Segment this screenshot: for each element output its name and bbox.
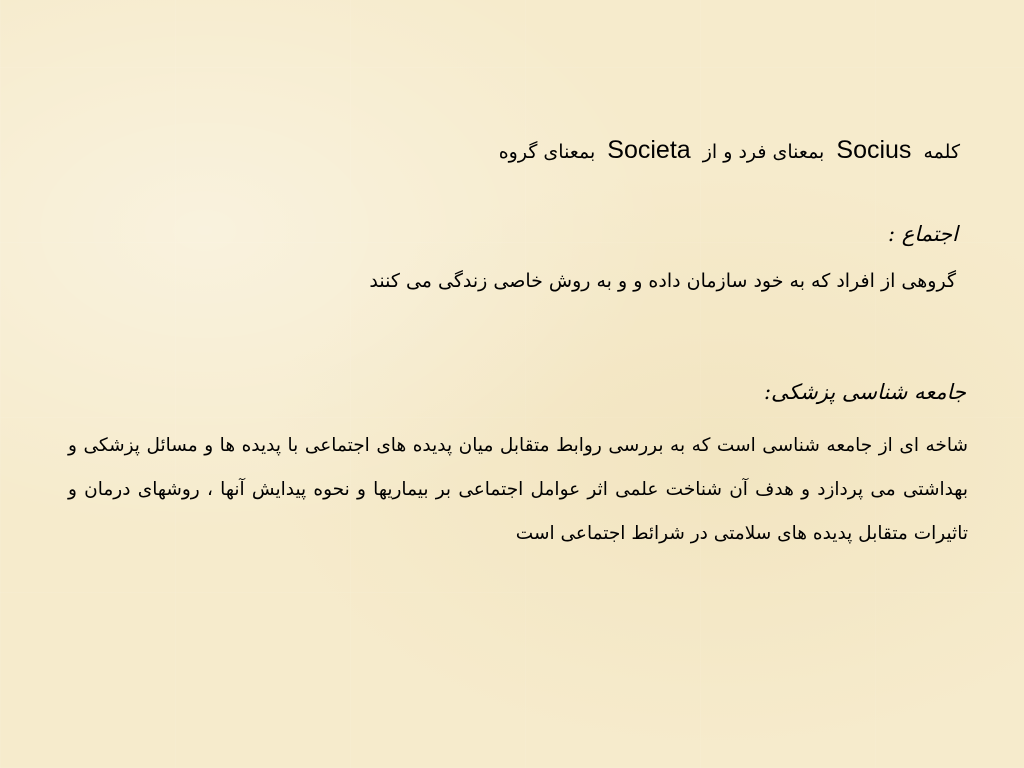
society-heading: اجتماع : <box>888 222 958 246</box>
society-definition: گروهی از افراد که به خود سازمان داده و و به روش خاصی زندگی می کنند <box>369 270 956 292</box>
medical-sociology-definition: شاخه ای از جامعه شناسی است که به بررسی روابط متقابل میان پدیده های اجتماعی با پدیده ها و مسائل پزشکی و بهداشتی می پردازد و هدف آن شناخت علمی اثر عوامل اجتماعی بر بیماریها و نحوه پیدایش آنها ، روشهای درمان و تاثیرات متقابل پدیده های سلامتی در شرائط اجتماعی است <box>68 435 968 544</box>
etymology-line <box>499 136 960 165</box>
term-socius: Socius <box>836 136 912 164</box>
etymology-text-2: بمعنای فرد و از <box>702 141 825 163</box>
term-societa: Societa <box>607 136 691 164</box>
medical-sociology-heading: جامعه شناسی پزشکی: <box>763 380 966 404</box>
etymology-text-3: بمعنای گروه <box>498 141 596 163</box>
etymology-text-1: کلمه <box>923 141 960 163</box>
